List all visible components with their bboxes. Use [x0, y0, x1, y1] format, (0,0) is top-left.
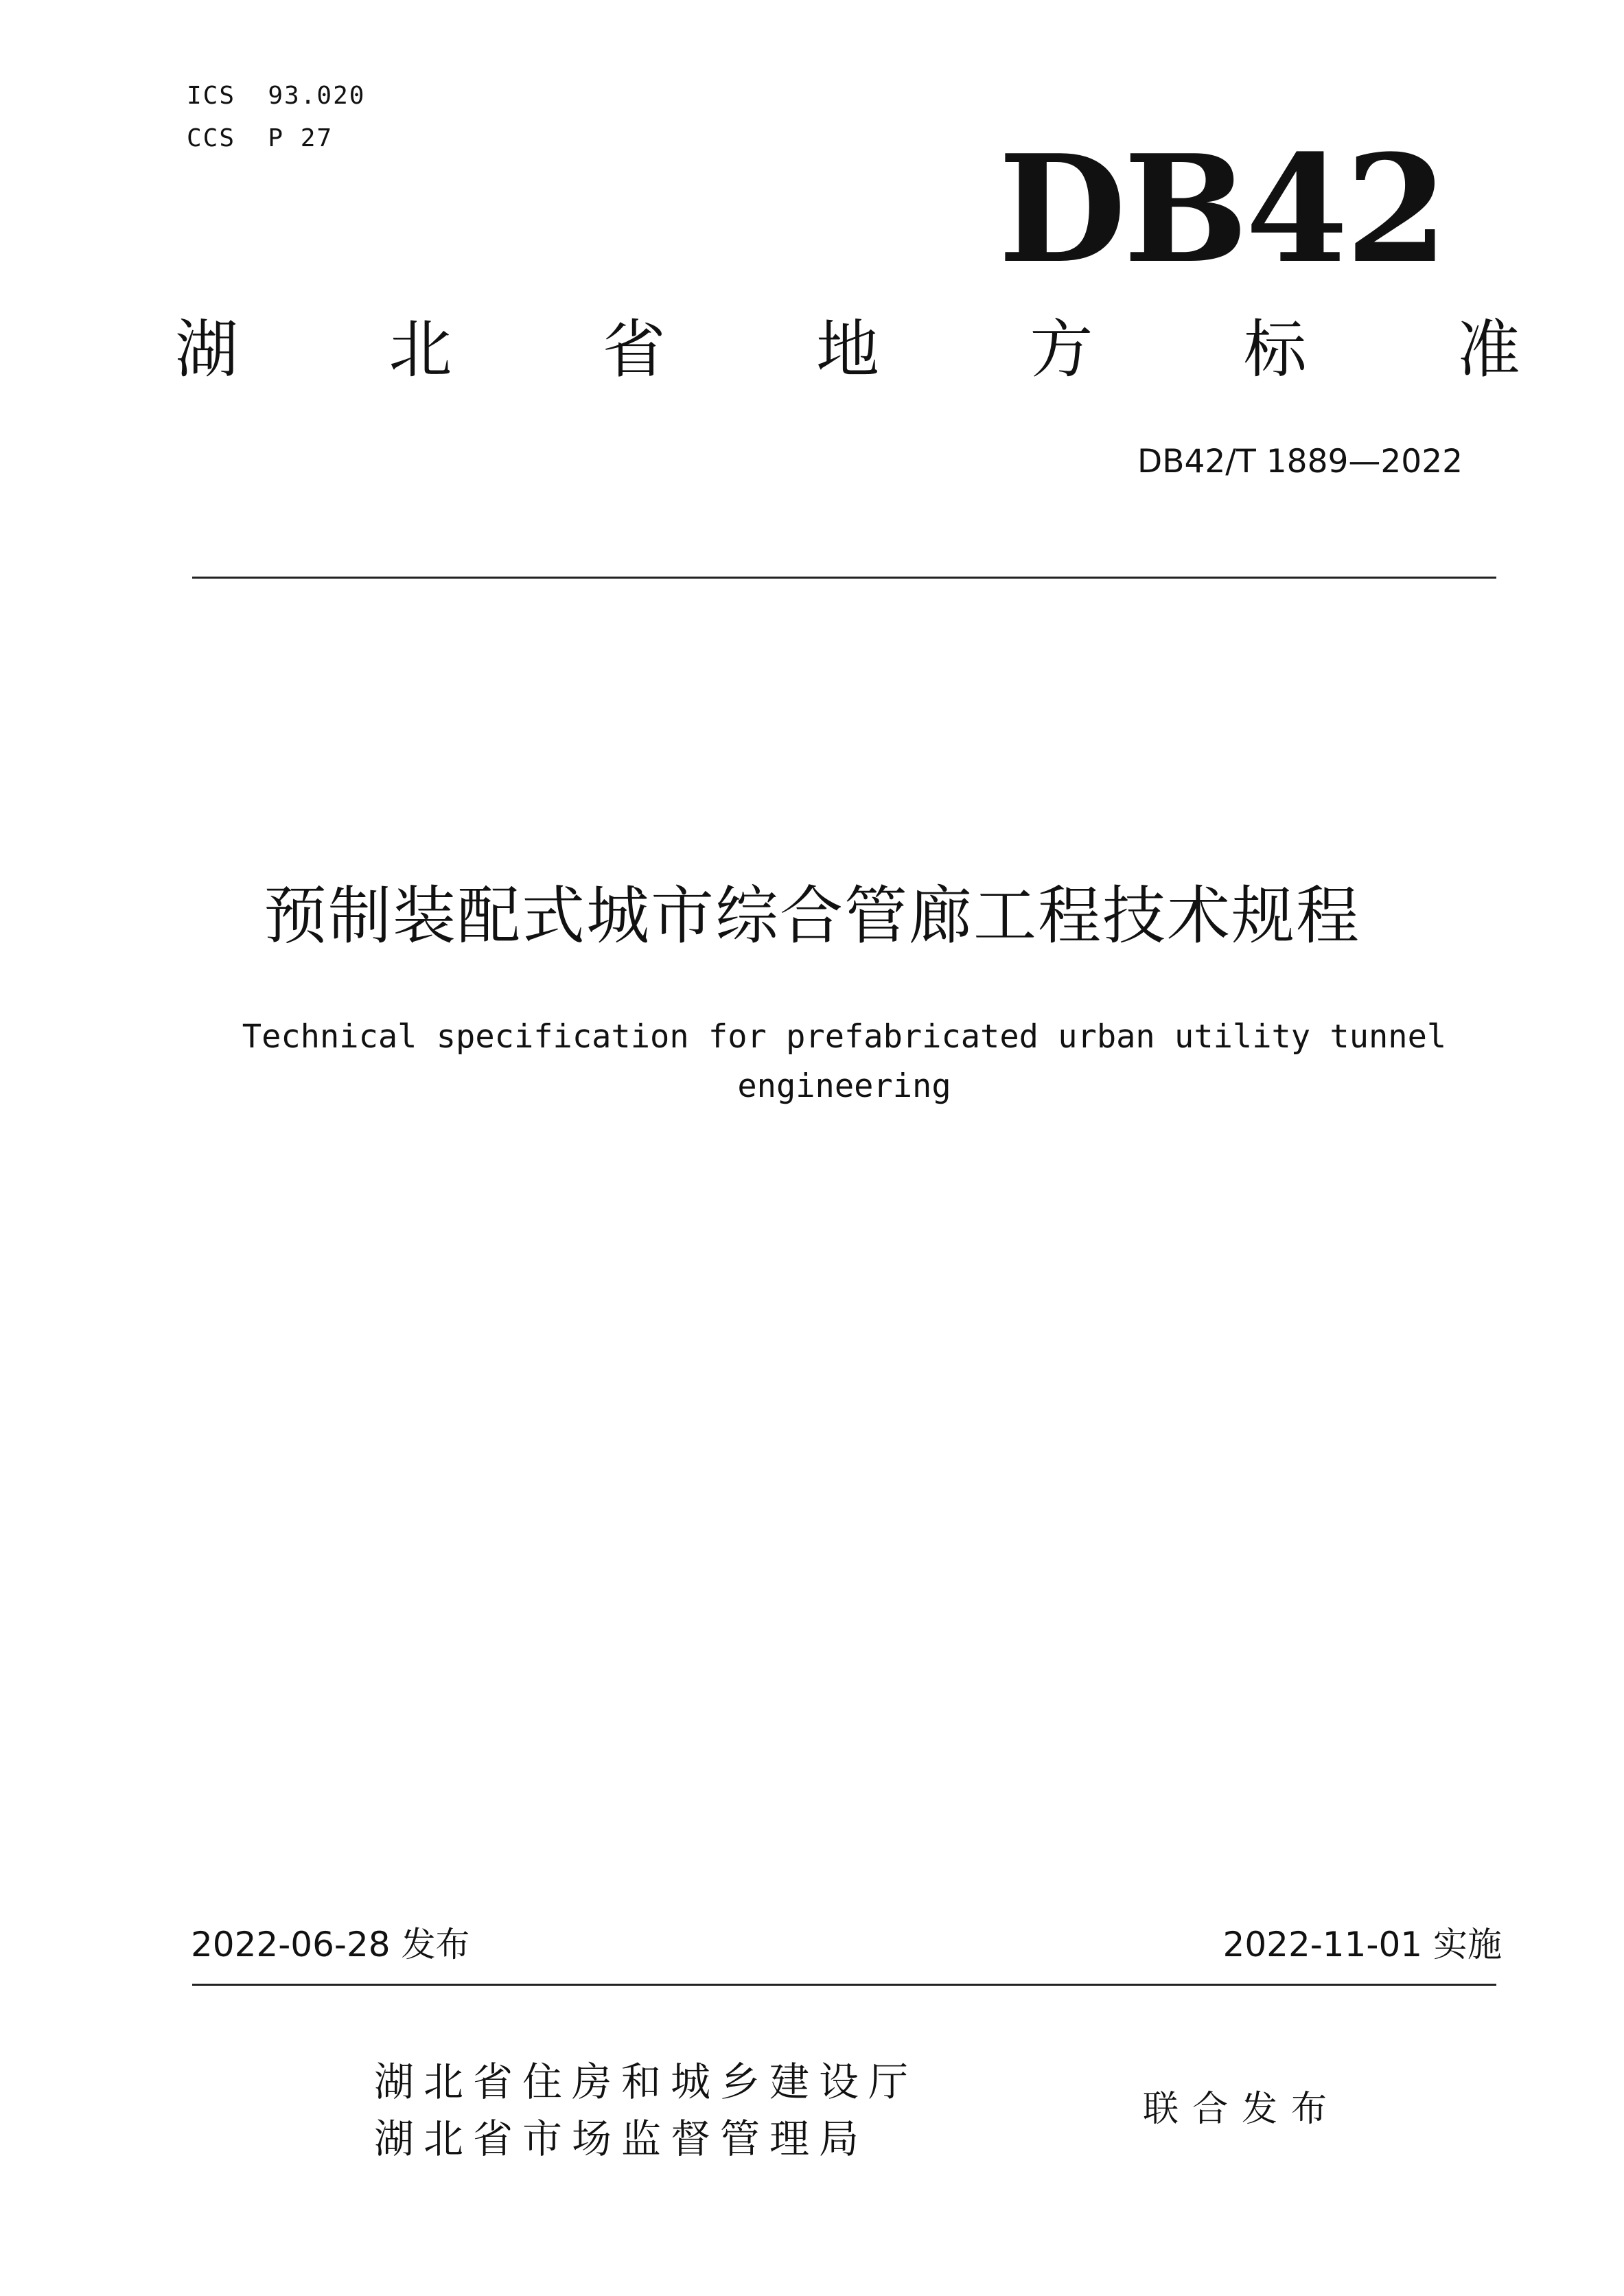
- standard-category-char: 省: [602, 313, 666, 386]
- joint-issue-label: 联合发布: [1143, 2089, 1341, 2130]
- title-english-line: engineering: [737, 1067, 951, 1105]
- standard-category-char: 北: [388, 313, 452, 386]
- standard-category: [175, 312, 1520, 388]
- standard-code: DB42: [998, 122, 1446, 296]
- standard-category-char: 方: [1030, 313, 1093, 386]
- standard-category-char: 标: [1243, 313, 1307, 386]
- standard-category-char: 地: [815, 313, 879, 386]
- ics-code: ICS 93.020: [187, 82, 366, 110]
- header-divider: [192, 577, 1496, 579]
- publisher-name: 湖北省住房和城乡建设厅: [374, 2059, 918, 2105]
- title-english-line: Technical specification for prefabricated urban utility tunnel: [242, 1018, 1447, 1056]
- effective-date: 2022-11-01 实施: [1222, 1925, 1502, 1964]
- standard-category-char: 准: [1457, 313, 1520, 386]
- issue-date: 2022-06-28 发布: [191, 1925, 470, 1964]
- title-english: [227, 1012, 1462, 1111]
- ccs-code: CCS P 27: [187, 124, 334, 152]
- standard-category-char: 湖: [175, 313, 239, 386]
- standard-number: DB42/T 1889—2022: [1137, 443, 1463, 480]
- publisher-name: 湖北省市场监督管理局: [374, 2115, 869, 2162]
- footer-divider: [192, 1984, 1496, 1986]
- title-chinese: 预制装配式城市综合管廊工程技术规程: [263, 879, 1360, 953]
